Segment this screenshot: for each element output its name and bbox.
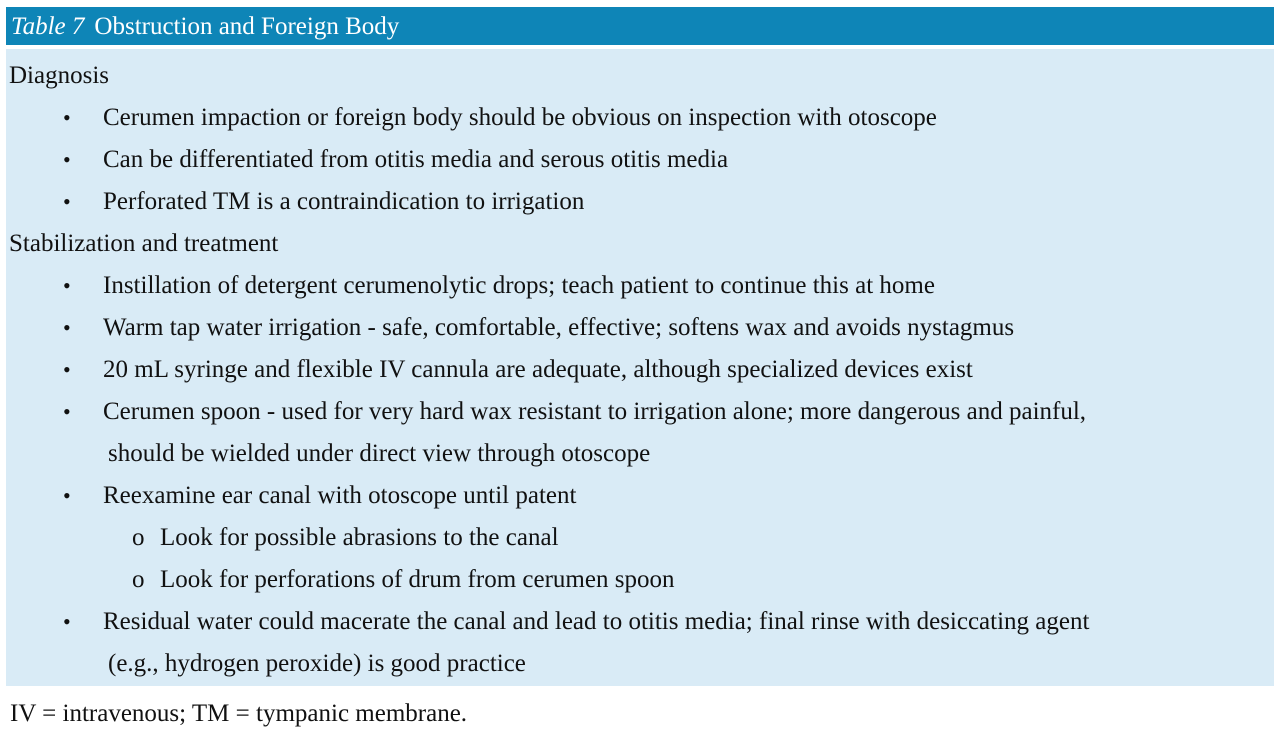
table-title: Obstruction and Foreign Body (94, 13, 400, 40)
list-item-text: Can be differentiated from otitis media and serous otitis media (103, 146, 729, 173)
list-item-text: Cerumen spoon - used for very hard wax resistant to irrigation alone; more dangerous and painful, (103, 398, 1087, 425)
list-item (6, 601, 1274, 643)
bullet-icon: • (63, 315, 71, 340)
sub-bullet-icon: o (132, 566, 145, 593)
list-item (6, 139, 1274, 181)
bullet-icon: • (63, 357, 71, 382)
table-header (6, 7, 1274, 45)
section-heading-stabilization: Stabilization and treatment (9, 230, 279, 257)
list-item-text: Cerumen impaction or foreign body should be obvious on inspection with otoscope (103, 104, 937, 131)
list-item (6, 97, 1274, 139)
list-item-text: Residual water could macerate the canal and lead to otitis media; final rinse with desiccating agent (103, 608, 1090, 635)
sub-bullet-icon: o (132, 524, 145, 551)
list-item (6, 265, 1274, 307)
bullet-icon: • (63, 189, 71, 214)
list-item (6, 349, 1274, 391)
list-item-text: Warm tap water irrigation - safe, comfortable, effective; softens wax and avoids nystagmus (103, 314, 1015, 341)
bullet-icon: • (63, 609, 71, 634)
bullet-icon: • (63, 273, 71, 298)
list-item-text: 20 mL syringe and flexible IV cannula are adequate, although specialized devices exist (103, 356, 973, 383)
table-7 (6, 7, 1274, 686)
header-divider (6, 45, 1274, 49)
sub-list-item (6, 559, 1274, 601)
list-item (6, 181, 1274, 223)
list-item-text: Perforated TM is a contraindication to irrigation (103, 188, 585, 215)
bullet-icon: • (63, 147, 71, 172)
sub-list-item (6, 517, 1274, 559)
list-item-continuation: (e.g., hydrogen peroxide) is good practice (108, 650, 526, 677)
list-item-continuation: should be wielded under direct view through otoscope (108, 440, 651, 467)
sub-list-item-text: Look for perforations of drum from cerumen spoon (160, 566, 675, 593)
table-footnote: IV = intravenous; TM = tympanic membrane. (10, 700, 468, 727)
section-heading-diagnosis: Diagnosis (9, 62, 109, 89)
list-item-text: Instillation of detergent cerumenolytic drops; teach patient to continue this at home (103, 272, 935, 299)
bullet-icon: • (63, 483, 71, 508)
table-label: Table 7 (11, 13, 85, 40)
bullet-icon: • (63, 105, 71, 130)
list-item (6, 391, 1274, 433)
list-item-text: Reexamine ear canal with otoscope until patent (103, 482, 577, 509)
list-item (6, 475, 1274, 517)
bullet-icon: • (63, 399, 71, 424)
list-item (6, 307, 1274, 349)
sub-list-item-text: Look for possible abrasions to the canal (160, 524, 559, 551)
